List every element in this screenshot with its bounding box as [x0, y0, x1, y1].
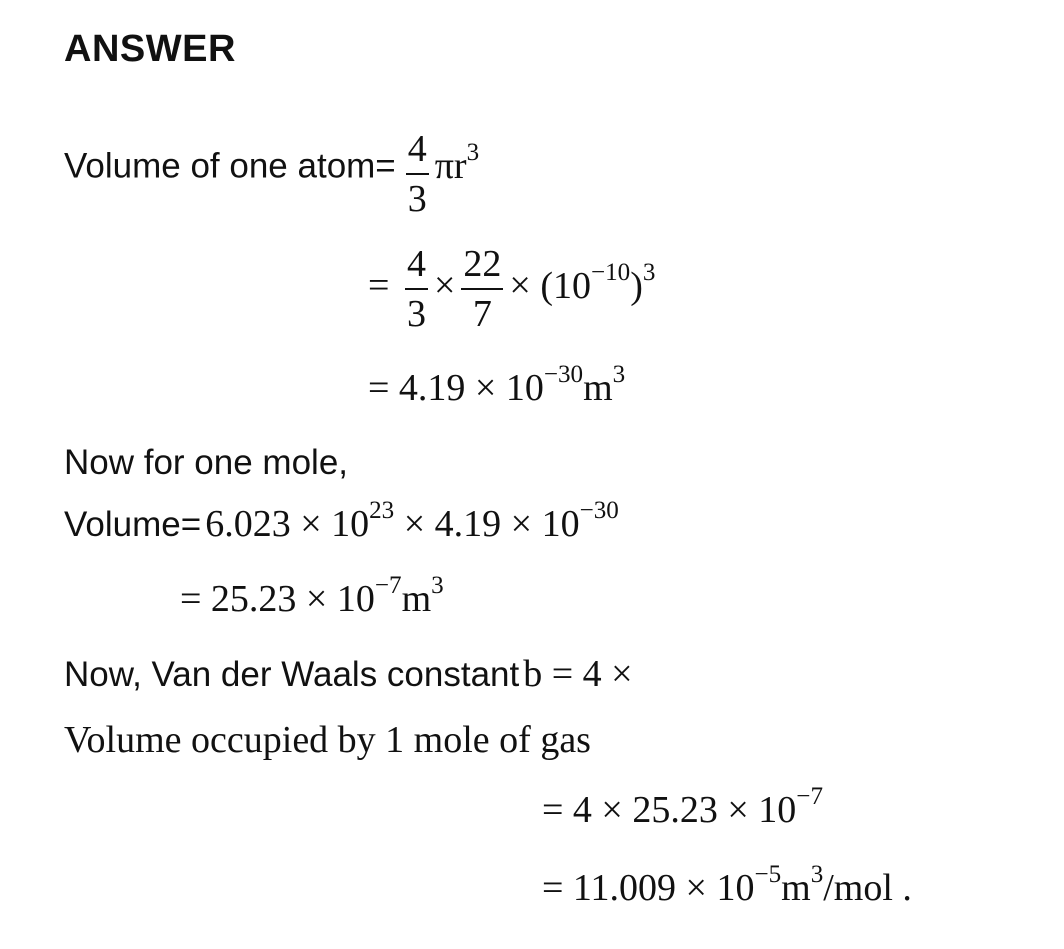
mole-volume-formula [64, 496, 619, 546]
mole-volume-expression: $6.023 \times 10^{23} \times 4.19 \times 10^{-30}$ [205, 496, 619, 545]
equals-sign: = [368, 264, 390, 307]
answer-heading: ANSWER [64, 28, 236, 70]
constant-b-result: = $11.009 \times 10^{-5}m^3$/mol . [542, 860, 912, 909]
constant-b-calculation: = $4 \times 25.23 \times 10^{-7}$ [542, 782, 823, 831]
volume-occupied-text: Volume occupied by 1 mole of gas [64, 719, 591, 761]
times-sign: × [509, 264, 531, 307]
one-mole-intro: Now for one mole, [64, 443, 349, 482]
volume-label: Volume= [64, 505, 202, 544]
constant-b-expression: b = 4 × [523, 653, 633, 695]
radius-power: $(10^{-10})^3$ [540, 258, 656, 307]
fraction-four-thirds [406, 130, 429, 218]
fraction-pi-approx: $\frac{22}{7}$ [463, 243, 502, 335]
atom-volume-formula [64, 130, 479, 218]
pi-r-cubed: $\pi r^3$ [434, 138, 480, 187]
times-sign: × [433, 264, 456, 307]
van-der-waals-statement [64, 652, 633, 696]
fraction-four-thirds: $\frac{4}{3}$ [406, 243, 426, 335]
substitution-step [368, 245, 655, 333]
fraction-denominator: 3 [407, 178, 427, 220]
atom-volume-result: = $4.19 \times 10^{-30}m^3$ [368, 360, 626, 409]
fraction-numerator: 4 [406, 130, 429, 175]
mole-volume-result: = $25.23 \times 10^{-7}m^3$ [180, 571, 444, 620]
van-der-waals-label: Now, Van der Waals constant [64, 655, 520, 694]
atom-volume-label: Volume of one atom= [64, 146, 396, 186]
